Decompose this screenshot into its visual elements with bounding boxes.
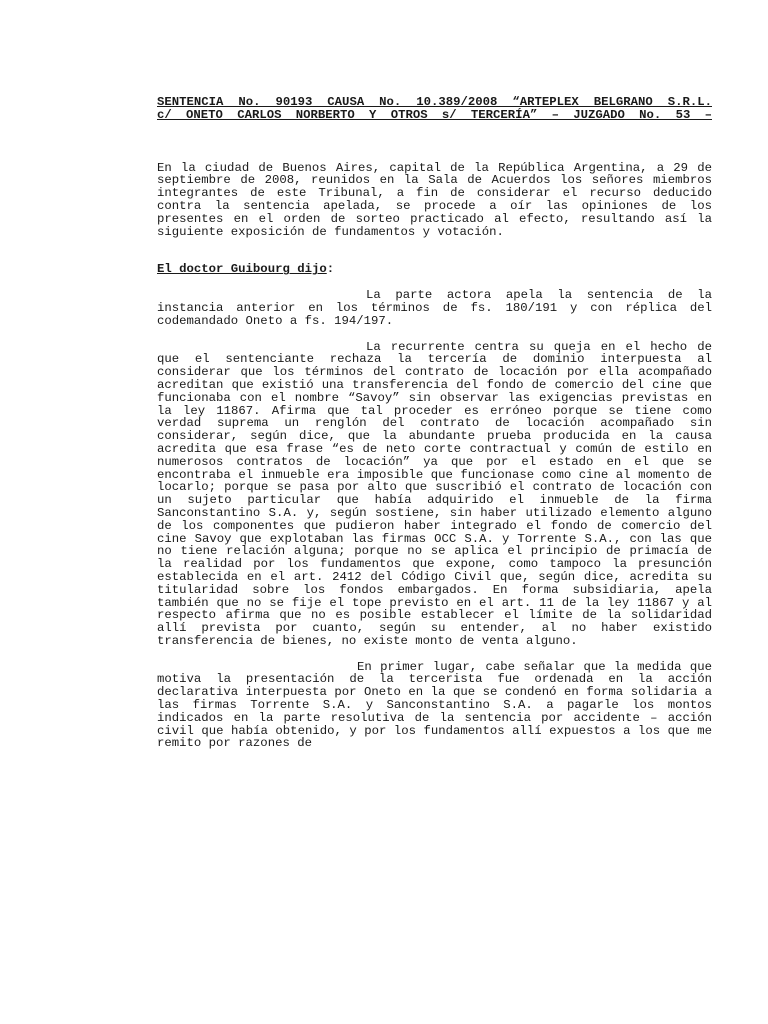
intro-paragraph: En la ciudad de Buenos Aires, capital de la República Argentina, a 29 de septiembre de 2008, reunidos en la Sala de Acuerdos los señores miembros integrantes de este Tribunal, a fin de considerar el recurso deducido contra la sentencia apelada, se procede a oír las opiniones de los presentes en el orden de sorteo practicado al efecto, resultando así la siguiente exposición de fundamentos y votación. — [157, 160, 712, 239]
document-page — [157, 96, 712, 750]
speaker-heading — [157, 263, 712, 276]
paragraph-1: La parte actora apela la sentencia de la instancia anterior en los términos de fs. 180/191 y con réplica del codemandado Oneto a fs. 194/197. — [157, 288, 712, 328]
paragraph-3: En primer lugar, cabe señalar que la medida que motiva la presentación de la tercerista fue ordenada en la acción declarativa interpuesta por Oneto en la que se condenó en forma solidaria a las firmas Torrente S.A. y Sanconstantino S.A. a pagarle los montos indicados en la parte resolutiva de la sentencia por accidente – acción civil que había obtenido, y por los fundamentos allí expuestos a los que me remito por razones de — [157, 659, 712, 751]
speaker-name: El doctor Guibourg dijo — [157, 262, 327, 277]
paragraph-2: La recurrente centra su queja en el hecho de que el sentenciante rechaza la tercería de dominio interpuesta al considerar que los términos del contrato de locación por ella acompañado acreditan que existió una transferencia del fondo de comercio del cine que funcionaba con el nombre “Savoy” sin observar las exigencias previstas en la ley 11867. Afirma que tal proceder es erróneo porque se tiene como verdad suprema un renglón del contrato de locación acompañado sin considerar, según dice, que la abundante prueba producida en la causa acredita que esa frase “es de neto corte contractual y común de estilo en numerosos contratos de locación” ya que por el estado en el que se encontraba el inmueble era imposible que funcionase como cine al momento de locarlo; porque se pasa por alto que suscribió el contrato de locación con un sujeto particular que había adquirido el inmueble de la firma Sanconstantino S.A. y, según sostiene, sin haber utilizado elemento alguno de los componentes que pudieron haber integrado el fondo de comercio del cine Savoy que explotaban las firmas OCC S.A. y Torrente S.A., con las que no tiene relación alguna; porque no se aplica el principio de primacía de la realidad por los fundamentos que expone, como tampoco la presunción establecida en el art. 2412 del Código Civil que, según dice, acredita su titularidad sobre los fondos embargados. En forma subsidiaria, apela también que no se fije el tope previsto en el art. 11 de la ley 11867 y al respecto afirma que no es posible establecer el límite de la solidaridad allí prevista por cuanto, según su entender, al no haber existido transferencia de bienes, no existe monto de venta alguno. — [157, 339, 712, 648]
case-heading-line-1: SENTENCIA No. 90193 CAUSA No. 10.389/2008 “ARTEPLEX BELGRANO S.R.L. — [157, 95, 712, 109]
case-heading-line-2: c/ ONETO CARLOS NORBERTO Y OTROS s/ TERCERÍA” – JUZGADO No. 53 – — [157, 107, 712, 122]
speaker-colon: : — [326, 262, 335, 277]
